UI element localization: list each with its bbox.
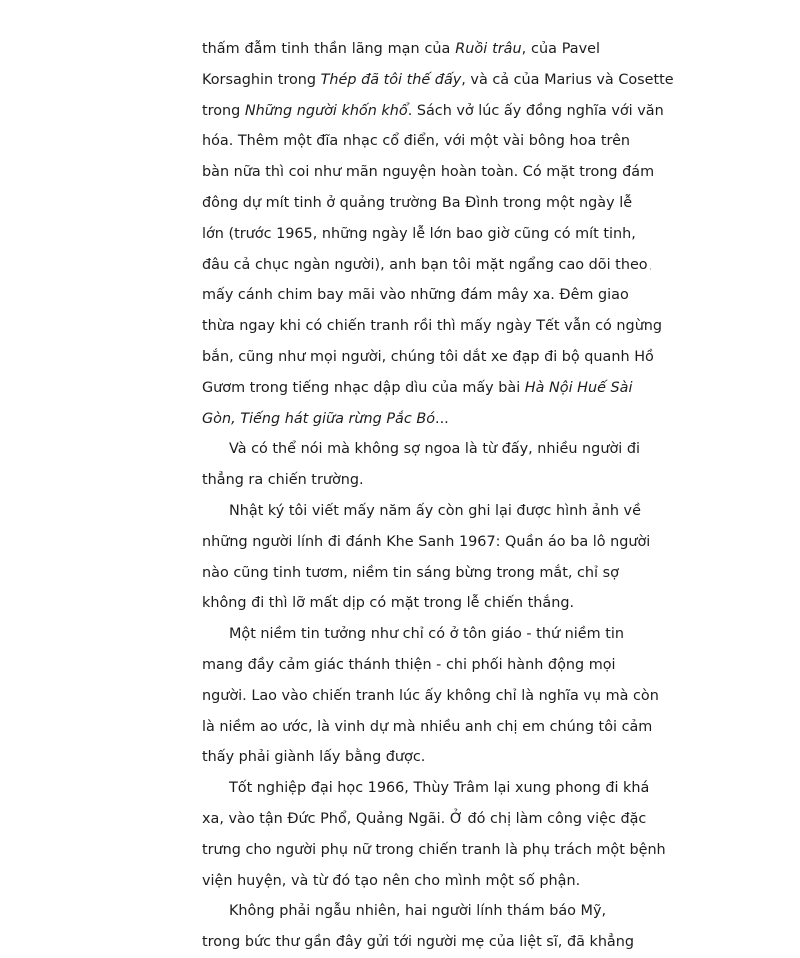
text-line	[202, 96, 664, 127]
text-run: , của Pavel	[521, 41, 600, 57]
text-run: Một niềm tin tưởng như chỉ có ở tôn giáo - thứ niềm tin	[229, 626, 624, 643]
text-run: Gươm trong tiếng nhạc dập dìu của mấy bài	[202, 379, 525, 396]
text-run: ...	[435, 410, 449, 427]
text-run: trưng cho người phụ nữ trong chiến tranh là phụ trách một bệnh	[202, 841, 666, 858]
text-run: đông dự mít tinh ở quảng trường Ba Đình trong một ngày lễ	[202, 194, 633, 211]
page-mark	[650, 268, 651, 270]
text-run: . Sách vở lúc ấy đồng nghĩa với văn	[407, 102, 664, 119]
paragraph	[202, 434, 640, 496]
text-run: , và cả của Marius và Cosette	[461, 71, 674, 88]
text-run: Korsaghin trong	[202, 71, 321, 88]
text-line	[202, 465, 600, 496]
text-run: thừa ngay khi có chiến tranh rồi thì mấy ngày Tết vẫn có ngừng	[202, 318, 663, 335]
text-line	[202, 619, 624, 650]
text-line	[202, 34, 600, 65]
text-line	[202, 527, 651, 558]
text-line	[202, 804, 647, 835]
text-line	[202, 157, 655, 188]
text-line	[202, 126, 631, 157]
text-run: bắn, cũng như mọi người, chúng tôi dắt xe đạp đi bộ quanh Hồ	[202, 348, 654, 365]
text-run: là niềm ao ước, là vinh dự mà nhiều anh chị em chúng tôi cảm	[202, 718, 653, 735]
text-run: mấy cánh chim bay mãi vào những đám mây xa. Đêm giao	[202, 287, 629, 304]
text-run: thẳng ra chiến trường.	[202, 472, 364, 489]
text-line	[202, 558, 619, 589]
book-page-text	[202, 34, 674, 958]
text-line	[202, 280, 629, 311]
text-line	[202, 188, 633, 219]
text-run: Nhật ký tôi viết mấy năm ấy còn ghi lại được hình ảnh về	[229, 502, 641, 519]
italic-title-text: Hà Nội Huế Sài	[524, 379, 633, 396]
text-line	[202, 250, 648, 281]
paragraph	[202, 619, 659, 773]
text-line	[202, 588, 600, 619]
text-run: đâu cả chục ngàn người), anh bạn tôi mặt ngẩng cao dõi theo	[202, 256, 648, 273]
text-run: những người lính đi đánh Khe Sanh 1967: Quần áo ba lô người	[202, 533, 651, 550]
text-run: viện huyện, và từ đó tạo nên cho mình một số phận.	[202, 872, 581, 889]
text-line	[202, 496, 641, 527]
text-run: Và có thể nói mà không sợ ngoa là từ đấy, nhiều người đi	[229, 441, 640, 458]
italic-title-text: Những người khốn khổ	[244, 102, 408, 119]
paragraph	[202, 34, 674, 434]
paragraph	[202, 496, 651, 619]
text-line	[202, 219, 636, 250]
text-line	[202, 650, 616, 681]
text-run: thấm đẫm tinh thần lãng mạn của	[202, 41, 456, 57]
text-run: thấy phải giành lấy bằng được.	[202, 749, 426, 766]
text-run: Không phải ngẫu nhiên, hai người lính thám báo Mỹ,	[229, 903, 607, 920]
text-line	[202, 373, 633, 404]
paragraph	[202, 773, 666, 896]
text-run: hóa. Thêm một đĩa nhạc cổ điển, với một vài bông hoa trên	[202, 133, 631, 150]
italic-title-text: Gòn, Tiếng hát giữa rừng Pắc Bó	[202, 410, 436, 427]
text-run: trong	[202, 102, 245, 119]
text-run: nào cũng tinh tươm, niềm tin sáng bừng trong mắt, chỉ sợ	[202, 564, 619, 581]
italic-title-text: Thép đã tôi thế đấy	[320, 71, 462, 88]
text-line	[202, 835, 666, 866]
text-line	[202, 311, 663, 342]
text-line	[202, 681, 659, 712]
text-line	[202, 434, 640, 465]
text-run: Tốt nghiệp đại học 1966, Thùy Trâm lại xung phong đi khá	[229, 780, 650, 797]
text-run: lớn (trước 1965, những ngày lễ lớn bao giờ cũng có mít tinh,	[202, 225, 636, 242]
text-line	[202, 712, 653, 743]
text-run: mang đầy cảm giác thánh thiện - chi phối hành động mọi	[202, 656, 616, 673]
text-line	[202, 65, 674, 96]
text-line	[202, 342, 654, 373]
text-run: bàn nữa thì coi như mãn nguyện hoàn toàn. Có mặt trong đám	[202, 164, 655, 181]
text-line	[202, 866, 600, 897]
text-run: trong bức thư gần đây gửi tới người mẹ của liệt sĩ, đã khẳng	[202, 934, 635, 951]
text-line	[202, 404, 600, 435]
paragraph	[202, 896, 635, 958]
text-run: người. Lao vào chiến tranh lúc ấy không chỉ là nghĩa vụ mà còn	[202, 687, 659, 704]
text-line	[202, 742, 600, 773]
text-line	[202, 896, 607, 927]
text-line	[202, 927, 635, 958]
text-run: không đi thì lỡ mất dịp có mặt trong lễ chiến thắng.	[202, 595, 575, 612]
text-line	[202, 773, 650, 804]
text-run: xa, vào tận Đức Phổ, Quảng Ngãi. Ở đó chị làm công việc đặc	[202, 810, 647, 827]
italic-title-text: Ruồi trâu	[455, 41, 522, 57]
